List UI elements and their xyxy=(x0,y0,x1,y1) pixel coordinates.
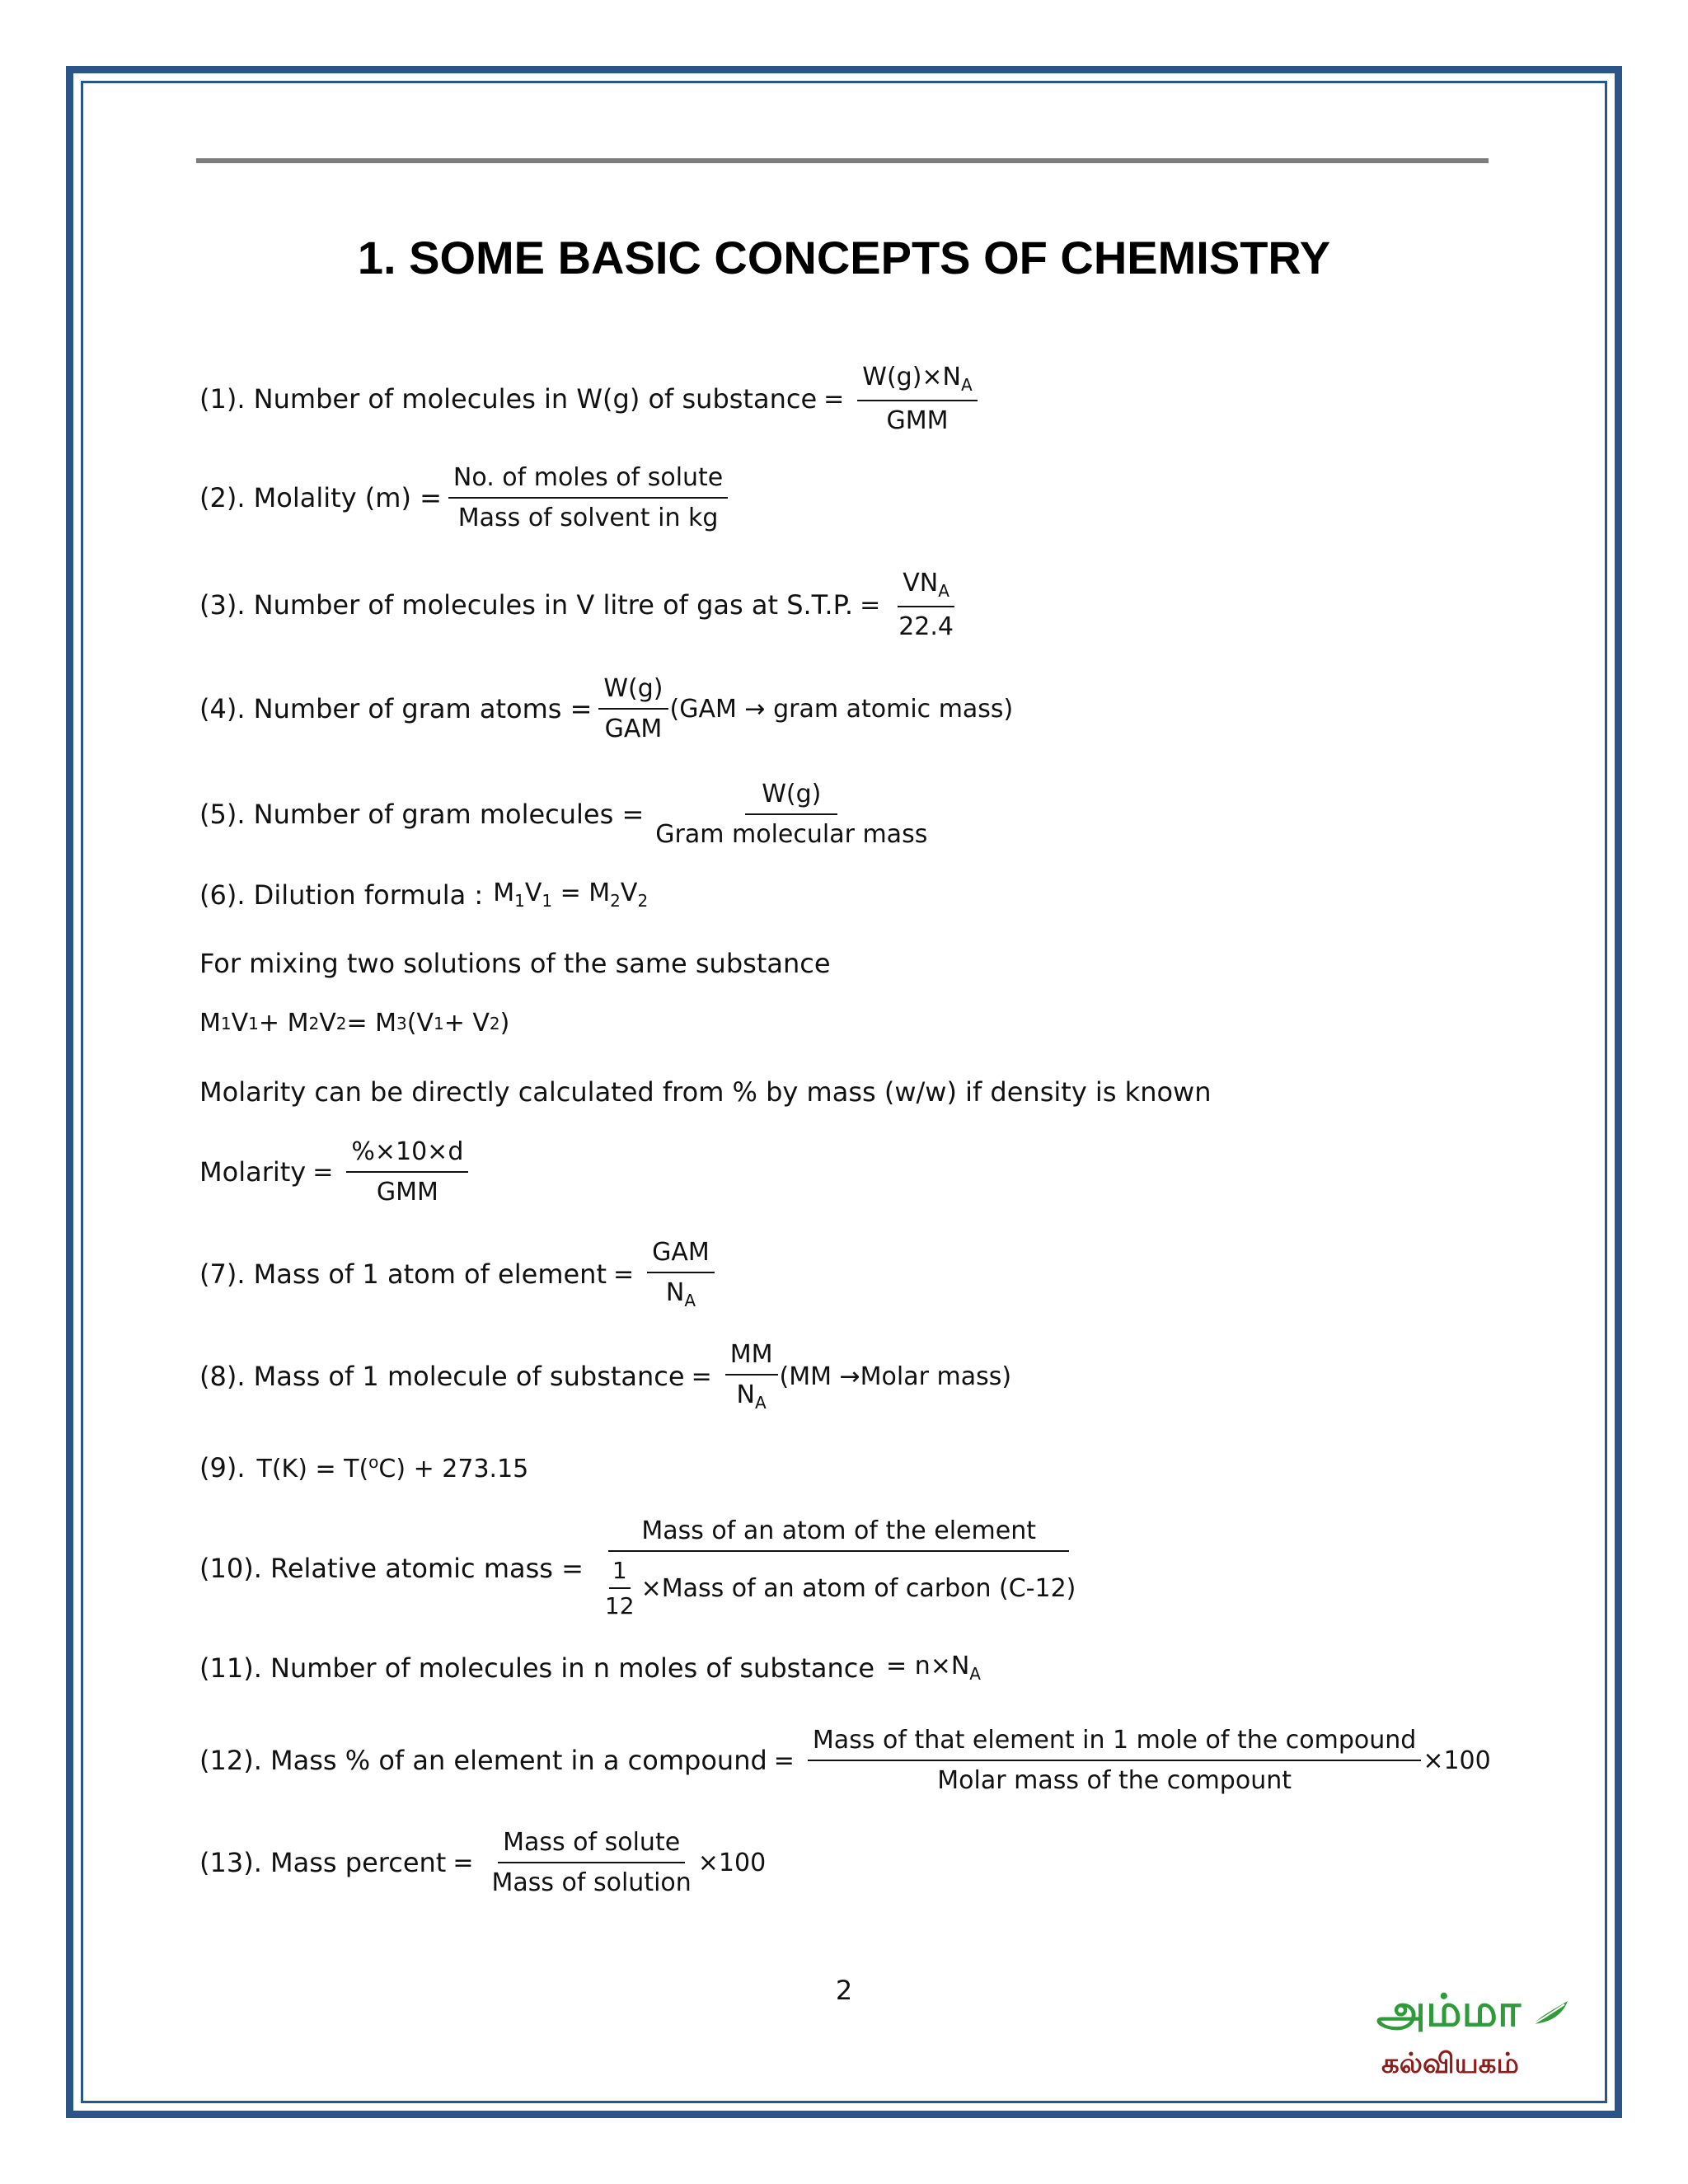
formula-1-denominator: GMM xyxy=(886,406,949,435)
formula-7-numerator: GAM xyxy=(647,1238,715,1273)
molarity-fraction xyxy=(346,1137,468,1207)
formula-10 xyxy=(199,1516,1087,1619)
formula-2-numerator: No. of moles of solute xyxy=(448,463,728,499)
formula-3 xyxy=(199,569,965,641)
equals-sign: = xyxy=(312,1157,334,1187)
mixing-text: For mixing two solutions of the same substance xyxy=(199,948,831,979)
formula-10-label: (10). Relative atomic mass = xyxy=(199,1552,584,1584)
formula-5 xyxy=(199,780,939,849)
logo-bottom-text: கல்வியகம் xyxy=(1381,2047,1519,2080)
formula-3-numerator: VN xyxy=(903,569,939,598)
formula-9 xyxy=(199,1452,528,1483)
molarity-text: Molarity can be directly calculated from % by mass (w/w) if density is known xyxy=(199,1076,1212,1108)
formula-4 xyxy=(199,674,1013,743)
formula-8 xyxy=(199,1340,1011,1413)
formula-3-fraction: $\frac{VN_A}{22.4}$ xyxy=(893,569,959,641)
formula-13 xyxy=(199,1828,766,1897)
molarity-label: Molarity xyxy=(199,1156,307,1188)
formula-2-fraction xyxy=(448,463,728,532)
equals-sign: = xyxy=(773,1746,795,1775)
formula-13-denominator: Mass of solution xyxy=(491,1868,692,1897)
formula-2-label: (2). Molality (m) = xyxy=(199,482,442,513)
formula-10-fraction xyxy=(597,1516,1081,1619)
equals-sign: = xyxy=(823,384,845,414)
formula-12-fraction xyxy=(808,1726,1421,1795)
formula-7-fraction: $\frac{\text{GAM}}{N_A}$ xyxy=(647,1238,715,1310)
formula-11-expression: = $n\times N_A$ xyxy=(886,1652,981,1684)
page-number: 2 xyxy=(835,1975,853,2006)
formula-12-numerator: Mass of that element in 1 mole of the compound xyxy=(808,1726,1421,1761)
formula-13-label: (13). Mass percent xyxy=(199,1847,447,1878)
formula-8-note: (MM →Molar mass) xyxy=(779,1361,1012,1391)
formula-1 xyxy=(199,363,984,435)
formula-6 xyxy=(199,879,648,911)
mixing-expression: M 1 V 1 + M 2 V 2 = M 3 (V 1 + V 2 ) xyxy=(199,1009,510,1038)
formula-2 xyxy=(199,463,734,532)
formula-8-label: (8). Mass of 1 molecule of substance xyxy=(199,1361,685,1392)
formula-7-denominator: N xyxy=(665,1278,685,1307)
formula-8-denominator: N xyxy=(736,1380,755,1409)
formula-12-label: (12). Mass % of an element in a compound xyxy=(199,1745,767,1776)
page-title: 1. SOME BASIC CONCEPTS OF CHEMISTRY xyxy=(357,232,1331,284)
formula-3-denominator: 22.4 xyxy=(898,612,954,641)
formula-6-label: (6). Dilution formula : xyxy=(199,879,484,911)
formula-4-numerator: W(g) xyxy=(598,674,668,710)
formula-9-label: (9). xyxy=(199,1452,246,1483)
formula-4-denominator: GAM xyxy=(604,715,663,743)
amma-kalviyagam-logo xyxy=(1376,1985,1574,2092)
leaf-icon xyxy=(1530,1996,1571,2029)
formula-1-numerator: W(g)×N xyxy=(862,363,961,391)
formula-5-denominator: Gram molecular mass xyxy=(655,820,928,849)
formula-7-label: (7). Mass of 1 atom of element xyxy=(199,1258,607,1290)
equals-sign: = xyxy=(613,1259,635,1289)
formula-13-numerator: Mass of solute xyxy=(498,1828,685,1863)
formula-10-one-twelfth: $\frac{1}{12}$ xyxy=(604,1557,635,1619)
formula-4-note: (GAM → gram atomic mass) xyxy=(669,694,1014,724)
molarity-denominator: GMM xyxy=(376,1178,438,1207)
formula-10-numerator: Mass of an atom of the element xyxy=(608,1516,1069,1552)
equals-sign: = xyxy=(691,1361,712,1391)
header-rule xyxy=(196,158,1489,163)
formula-8-fraction: $\frac{MM}{N_A}$ xyxy=(725,1340,778,1413)
formula-11 xyxy=(199,1652,981,1684)
formula-4-label: (4). Number of gram atoms = xyxy=(199,693,593,724)
formula-12-denominator: Molar mass of the compount xyxy=(937,1766,1292,1795)
formula-13-multiplier: ×100 xyxy=(697,1848,767,1877)
formula-1-fraction: $\frac{W(g)\times N_A}{\text{GMM}}$ xyxy=(857,363,977,435)
equals-sign: = xyxy=(860,590,881,620)
formula-4-fraction xyxy=(598,674,668,743)
formula-12 xyxy=(199,1726,1491,1795)
formula-11-label: (11). Number of molecules in n moles of substance xyxy=(199,1652,875,1684)
formula-6-expression: $M_1V_1 = M_2V_2$ xyxy=(493,879,649,911)
formula-8-numerator: MM xyxy=(725,1340,778,1376)
molarity-numerator: %×10×d xyxy=(346,1137,468,1173)
formula-9-expression: T(K) = T($^o$C) + 273.15 xyxy=(256,1452,529,1483)
equals-sign: = xyxy=(452,1848,474,1877)
formula-5-fraction xyxy=(650,780,932,849)
formula-5-numerator: W(g) xyxy=(745,780,837,815)
logo-top-text: அம்மா xyxy=(1376,1985,1522,2036)
formula-3-label: (3). Number of molecules in V litre of gas at S.T.P. xyxy=(199,589,854,621)
molarity-formula xyxy=(199,1137,475,1207)
formula-12-multiplier: ×100 xyxy=(1423,1746,1491,1775)
formula-13-fraction xyxy=(486,1828,696,1897)
formula-5-label: (5). Number of gram molecules = xyxy=(199,799,645,830)
formula-10-denominator: ×Mass of an atom of carbon (C-12) xyxy=(640,1573,1076,1603)
formula-2-denominator: Mass of solvent in kg xyxy=(457,504,719,532)
formula-1-label: (1). Number of molecules in W(g) of substance xyxy=(199,383,818,415)
formula-7 xyxy=(199,1238,721,1310)
